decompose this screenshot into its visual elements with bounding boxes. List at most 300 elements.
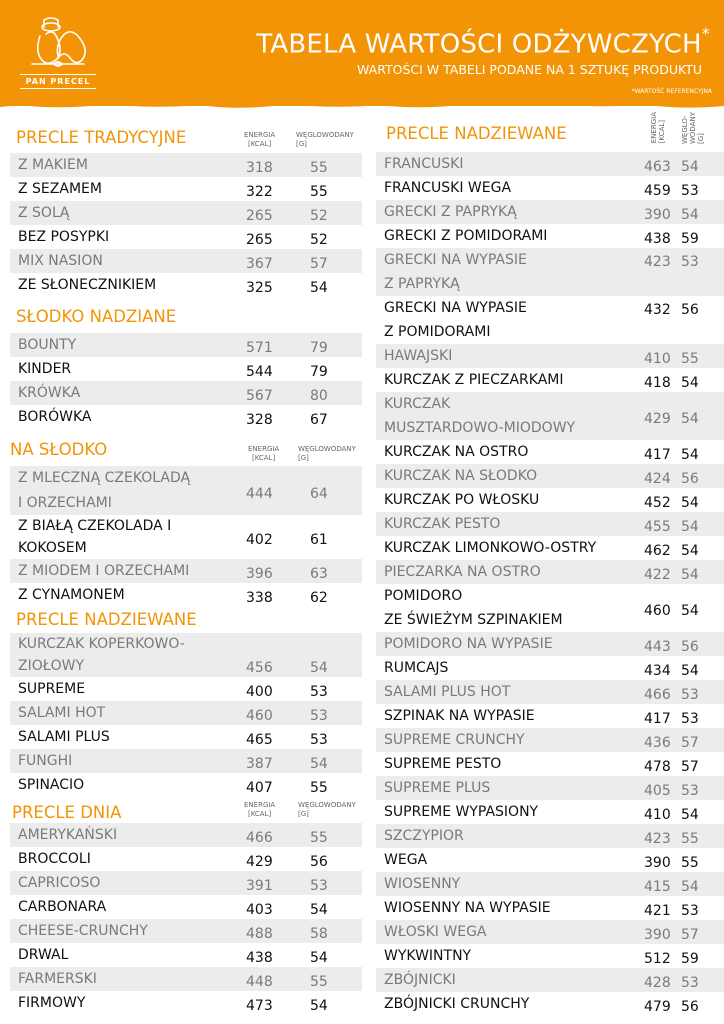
table-row bbox=[10, 405, 362, 429]
product-name-line1: Z BIAŁĄ CZEKOLADA I bbox=[18, 518, 172, 534]
energy-kcal: 443 bbox=[644, 639, 671, 655]
energy-kcal: 396 bbox=[246, 566, 273, 582]
product-name: CHEESE-CRUNCHY bbox=[18, 923, 148, 939]
energy-kcal: 407 bbox=[246, 780, 273, 796]
table-row bbox=[376, 632, 724, 656]
energy-kcal: 479 bbox=[644, 999, 671, 1015]
energy-kcal: 265 bbox=[246, 208, 273, 224]
carbs-g: 55 bbox=[681, 351, 699, 367]
product-name: SUPREME CRUNCHY bbox=[384, 732, 525, 748]
nutrition-table bbox=[10, 153, 362, 297]
carbs-g: 54 bbox=[310, 660, 328, 676]
carbs-g: 53 bbox=[681, 254, 699, 270]
energy-kcal: 328 bbox=[246, 412, 273, 428]
product-name: BORÓWKA bbox=[18, 409, 92, 425]
product-name: Z MAKIEM bbox=[18, 157, 88, 173]
energy-kcal: 444 bbox=[246, 485, 273, 502]
carbs-label: WĘGLOWODANY bbox=[298, 445, 356, 453]
product-name: KURCZAK LIMONKOWO-OSTRY bbox=[384, 540, 597, 556]
energy-kcal: 512 bbox=[644, 951, 671, 967]
table-row bbox=[376, 704, 724, 728]
carbs-g: 56 bbox=[310, 854, 328, 870]
energy-kcal: 338 bbox=[246, 590, 273, 606]
carbs-g: 57 bbox=[681, 759, 699, 775]
energy-kcal: 429 bbox=[644, 411, 671, 427]
energy-kcal: 402 bbox=[246, 532, 273, 548]
carbs-unit: [G] bbox=[298, 810, 309, 818]
table-row bbox=[376, 200, 724, 224]
table-row bbox=[10, 725, 362, 749]
carbs-g: 53 bbox=[681, 687, 699, 703]
energy-kcal: 455 bbox=[644, 519, 671, 535]
product-name: FUNGHI bbox=[18, 753, 73, 769]
product-name bbox=[384, 392, 575, 440]
energy-kcal: 390 bbox=[644, 927, 671, 943]
product-name: KURCZAK NA SŁODKO bbox=[384, 468, 538, 484]
brush-edge bbox=[0, 98, 724, 112]
carbs-g: 53 bbox=[310, 878, 328, 894]
product-name: Z SOLĄ bbox=[18, 205, 70, 221]
table-row bbox=[10, 249, 362, 273]
energy-kcal: 391 bbox=[246, 878, 273, 894]
product-name-line2: I ORZECHAMI bbox=[18, 494, 112, 511]
energy-kcal: 322 bbox=[246, 184, 273, 200]
col-head-carbs bbox=[298, 801, 356, 819]
energy-kcal: 424 bbox=[644, 471, 671, 487]
product-name-line1: KURCZAK KOPERKOWO- bbox=[18, 636, 185, 652]
energy-kcal: 473 bbox=[246, 998, 273, 1014]
reference-footnote: *WARTOŚĆ REFERENCYJNA bbox=[631, 88, 712, 95]
product-name: KURCZAK NA OSTRO bbox=[384, 444, 529, 460]
table-row bbox=[376, 344, 724, 368]
carbs-g: 54 bbox=[681, 519, 699, 535]
product-name: WIOSENNY NA WYPASIE bbox=[384, 900, 551, 916]
carbs-g: 53 bbox=[310, 732, 328, 748]
product-name: KURCZAK PESTO bbox=[384, 516, 501, 532]
table-row bbox=[10, 177, 362, 201]
carbs-g: 54 bbox=[681, 207, 699, 223]
section-title: PRECLE NADZIEWANE bbox=[386, 124, 567, 143]
carbs-label: WĘGLOWODANY bbox=[298, 801, 356, 809]
product-name: Z CYNAMONEM bbox=[18, 587, 125, 603]
table-row bbox=[376, 392, 724, 440]
carbs-g: 54 bbox=[681, 543, 699, 559]
energy-kcal: 423 bbox=[644, 831, 671, 847]
product-name: POMIDORO NA WYPASIE bbox=[384, 636, 553, 652]
section-title: PRECLE DNIA bbox=[12, 803, 122, 822]
col-head-carbs bbox=[296, 131, 354, 149]
carbs-g: 55 bbox=[310, 974, 328, 990]
product-name: SZCZYPIOR bbox=[384, 828, 464, 844]
product-name: SUPREME bbox=[18, 681, 86, 697]
carbs-g: 64 bbox=[310, 485, 328, 502]
table-row bbox=[376, 872, 724, 896]
carbs-g: 61 bbox=[310, 532, 328, 548]
carbs-g: 54 bbox=[310, 950, 328, 966]
product-name-line2: ZIOŁOWY bbox=[18, 658, 85, 674]
table-row bbox=[376, 152, 724, 176]
product-name: BEZ POSYPKI bbox=[18, 229, 110, 245]
energy-kcal: 567 bbox=[246, 388, 273, 404]
product-name: Z SEZAMEM bbox=[18, 181, 102, 197]
energy-kcal: 463 bbox=[644, 159, 671, 175]
energy-kcal: 460 bbox=[644, 603, 671, 619]
product-name: BROCCOLI bbox=[18, 851, 91, 867]
nutrition-table bbox=[10, 333, 362, 429]
carbs-g: 55 bbox=[310, 160, 328, 176]
col-head-energy bbox=[244, 801, 275, 819]
carbs-g: 54 bbox=[681, 807, 699, 823]
table-row bbox=[10, 466, 362, 515]
carbs-g: 79 bbox=[310, 364, 328, 380]
product-name: KRÓWKA bbox=[18, 385, 81, 401]
energy-kcal: 325 bbox=[246, 280, 273, 296]
carbs-g: 52 bbox=[310, 232, 328, 248]
product-name: KINDER bbox=[18, 361, 72, 377]
table-row bbox=[376, 464, 724, 488]
energy-unit: [KCAL] bbox=[251, 454, 276, 462]
section-title: PRECLE TRADYCYJNE bbox=[16, 128, 187, 147]
carbs-g: 52 bbox=[310, 208, 328, 224]
product-name: WYKWINTNY bbox=[384, 948, 472, 964]
table-row bbox=[376, 656, 724, 680]
product-name: CAPRICOSO bbox=[18, 875, 101, 891]
energy-kcal: 429 bbox=[246, 854, 273, 870]
product-name: FRANCUSKI WEGA bbox=[384, 180, 512, 196]
table-row bbox=[376, 368, 724, 392]
carbs-g: 53 bbox=[310, 708, 328, 724]
table-row bbox=[10, 633, 362, 677]
table-row bbox=[10, 871, 362, 895]
product-name: RUMCAJS bbox=[384, 660, 449, 676]
product-name bbox=[384, 296, 527, 344]
energy-kcal: 466 bbox=[644, 687, 671, 703]
table-row bbox=[10, 273, 362, 297]
product-name: SALAMI PLUS HOT bbox=[384, 684, 511, 700]
table-row bbox=[376, 992, 724, 1016]
product-name: FRANCUSKI bbox=[384, 156, 464, 172]
carbs-g: 54 bbox=[681, 411, 699, 427]
energy-kcal: 405 bbox=[644, 783, 671, 799]
carbs-g: 54 bbox=[681, 663, 699, 679]
carbs-label: WĘGLOWODANY bbox=[296, 131, 354, 139]
product-name: ZE SŁONECZNIKIEM bbox=[18, 277, 157, 293]
table-row bbox=[10, 991, 362, 1015]
table-row bbox=[10, 381, 362, 405]
carbs-g: 67 bbox=[310, 412, 328, 428]
carbs-g: 56 bbox=[681, 302, 699, 318]
product-name: GRECKI Z POMIDORAMI bbox=[384, 228, 548, 244]
table-row bbox=[376, 968, 724, 992]
table-row bbox=[10, 333, 362, 357]
product-name: ZBÓJNICKI CRUNCHY bbox=[384, 996, 530, 1012]
product-name: Z MIODEM I ORZECHAMI bbox=[18, 563, 190, 579]
nutrition-table bbox=[10, 823, 362, 1015]
page-subtitle: WARTOŚCI W TABELI PODANE NA 1 SZTUKĘ PRODUKTU bbox=[356, 62, 702, 77]
table-row bbox=[376, 896, 724, 920]
energy-kcal: 390 bbox=[644, 207, 671, 223]
carbs-g: 54 bbox=[681, 159, 699, 175]
product-name: SZPINAK NA WYPASIE bbox=[384, 708, 535, 724]
energy-kcal: 448 bbox=[246, 974, 273, 990]
table-row bbox=[10, 773, 362, 797]
brand-name: PAN PRECEL bbox=[20, 74, 96, 89]
carbs-unit: [G] bbox=[298, 454, 309, 462]
energy-kcal: 400 bbox=[246, 684, 273, 700]
carbs-g: 57 bbox=[310, 256, 328, 272]
table-row bbox=[10, 895, 362, 919]
carbs-label-2: WODANY bbox=[689, 112, 697, 144]
carbs-g: 55 bbox=[681, 855, 699, 871]
energy-kcal: 415 bbox=[644, 879, 671, 895]
product-name-line2: KOKOSEM bbox=[18, 540, 87, 556]
carbs-g: 54 bbox=[310, 998, 328, 1014]
carbs-g: 80 bbox=[310, 388, 328, 404]
energy-kcal: 423 bbox=[644, 254, 671, 270]
product-name: SPINACIO bbox=[18, 777, 85, 793]
section-title: NA SŁODKO bbox=[10, 440, 108, 459]
product-name-line1: GRECKI NA WYPASIE bbox=[384, 252, 527, 268]
carbs-g: 54 bbox=[681, 879, 699, 895]
carbs-g: 54 bbox=[310, 902, 328, 918]
energy-kcal: 459 bbox=[644, 183, 671, 199]
product-name: HAWAJSKI bbox=[384, 348, 453, 364]
table-row bbox=[376, 752, 724, 776]
section-title: PRECLE NADZIEWANE bbox=[16, 610, 197, 629]
table-row bbox=[376, 680, 724, 704]
carbs-g: 55 bbox=[310, 780, 328, 796]
table-row bbox=[376, 920, 724, 944]
product-name-line2: Z POMIDORAMI bbox=[384, 324, 491, 340]
table-row bbox=[10, 357, 362, 381]
table-row bbox=[10, 153, 362, 177]
carbs-g: 53 bbox=[681, 975, 699, 991]
carbs-g: 63 bbox=[310, 566, 328, 582]
energy-kcal: 432 bbox=[644, 302, 671, 318]
product-name-line1: GRECKI NA WYPASIE bbox=[384, 300, 527, 316]
energy-unit: [KCAL] bbox=[658, 119, 666, 144]
product-name bbox=[18, 633, 185, 677]
product-name-line1: KURCZAK bbox=[384, 396, 451, 412]
energy-unit: [KCAL] bbox=[247, 140, 272, 148]
carbs-g: 53 bbox=[681, 711, 699, 727]
table-row bbox=[10, 967, 362, 991]
energy-kcal: 544 bbox=[246, 364, 273, 380]
carbs-g: 53 bbox=[681, 903, 699, 919]
col-head-energy bbox=[248, 445, 279, 463]
table-row bbox=[10, 225, 362, 249]
table-row bbox=[376, 776, 724, 800]
energy-label: ENERGIA bbox=[650, 112, 658, 144]
energy-kcal: 462 bbox=[644, 543, 671, 559]
product-name-line1: Z MLECZNĄ CZEKOLADĄ bbox=[18, 470, 191, 486]
carbs-g: 54 bbox=[681, 375, 699, 391]
table-row bbox=[376, 296, 724, 344]
carbs-g: 54 bbox=[681, 495, 699, 511]
energy-kcal: 367 bbox=[246, 256, 273, 272]
energy-kcal: 456 bbox=[246, 660, 273, 676]
carbs-g: 54 bbox=[310, 756, 328, 772]
energy-kcal: 410 bbox=[644, 807, 671, 823]
energy-kcal: 390 bbox=[644, 855, 671, 871]
carbs-g: 79 bbox=[310, 340, 328, 356]
table-row bbox=[376, 248, 724, 296]
energy-kcal: 488 bbox=[246, 926, 273, 942]
table-row bbox=[376, 176, 724, 200]
nutrition-table bbox=[10, 633, 362, 797]
carbs-g: 56 bbox=[681, 471, 699, 487]
table-row bbox=[376, 848, 724, 872]
product-name: SUPREME PLUS bbox=[384, 780, 491, 796]
carbs-g: 59 bbox=[681, 951, 699, 967]
table-row bbox=[376, 536, 724, 560]
energy-label: ENERGIA bbox=[244, 131, 276, 139]
product-name: SUPREME PESTO bbox=[384, 756, 502, 772]
product-name: BOUNTY bbox=[18, 337, 77, 353]
carbs-g: 54 bbox=[681, 603, 699, 619]
energy-kcal: 438 bbox=[644, 231, 671, 247]
table-row bbox=[10, 515, 362, 559]
header-banner bbox=[0, 0, 724, 106]
product-name: GRECKI Z PAPRYKĄ bbox=[384, 204, 517, 220]
carbs-unit: [G] bbox=[697, 133, 705, 144]
table-row bbox=[10, 559, 362, 583]
product-name: WŁOSKI WEGA bbox=[384, 924, 487, 940]
energy-kcal: 460 bbox=[246, 708, 273, 724]
energy-kcal: 478 bbox=[644, 759, 671, 775]
energy-kcal: 318 bbox=[246, 160, 273, 176]
carbs-g: 54 bbox=[681, 567, 699, 583]
energy-unit: [KCAL] bbox=[247, 810, 272, 818]
table-row bbox=[10, 919, 362, 943]
product-name: FIRMOWY bbox=[18, 995, 86, 1011]
carbs-g: 57 bbox=[681, 735, 699, 751]
energy-kcal: 422 bbox=[644, 567, 671, 583]
product-name: KURCZAK Z PIECZARKAMI bbox=[384, 372, 564, 388]
energy-kcal: 466 bbox=[246, 830, 273, 846]
carbs-unit: [G] bbox=[296, 140, 307, 148]
carbs-g: 59 bbox=[681, 231, 699, 247]
col-head-carbs bbox=[298, 445, 356, 463]
nutrition-table bbox=[10, 466, 362, 607]
product-name bbox=[18, 515, 171, 559]
product-name: WIOSENNY bbox=[384, 876, 461, 892]
product-name-line2: ZE ŚWIEŻYM SZPINAKIEM bbox=[384, 612, 563, 628]
table-row bbox=[10, 749, 362, 773]
product-name: AMERYKAŃSKI bbox=[18, 827, 118, 843]
table-row bbox=[376, 440, 724, 464]
product-name-line1: POMIDORO bbox=[384, 588, 463, 604]
energy-kcal: 434 bbox=[644, 663, 671, 679]
product-name: MIX NASION bbox=[18, 253, 103, 269]
product-name bbox=[384, 584, 563, 632]
product-name: PIECZARKA NA OSTRO bbox=[384, 564, 541, 580]
col-head-carbs bbox=[681, 112, 705, 144]
carbs-g: 54 bbox=[681, 447, 699, 463]
table-row bbox=[10, 583, 362, 607]
energy-kcal: 265 bbox=[246, 232, 273, 248]
energy-kcal: 421 bbox=[644, 903, 671, 919]
nutrition-table bbox=[376, 152, 724, 1016]
reference-mark: * bbox=[701, 24, 710, 43]
product-name: SUPREME WYPASIONY bbox=[384, 804, 539, 820]
col-head-energy bbox=[244, 131, 275, 149]
energy-kcal: 387 bbox=[246, 756, 273, 772]
page-title bbox=[256, 24, 710, 60]
carbs-g: 54 bbox=[310, 280, 328, 296]
carbs-g: 55 bbox=[310, 184, 328, 200]
brand-logo bbox=[20, 14, 96, 90]
pretzel-hat-icon bbox=[20, 14, 96, 72]
table-row bbox=[376, 728, 724, 752]
energy-kcal: 418 bbox=[644, 375, 671, 391]
carbs-g: 55 bbox=[310, 830, 328, 846]
product-name: FARMERSKI bbox=[18, 971, 97, 987]
table-row bbox=[376, 584, 724, 632]
energy-kcal: 436 bbox=[644, 735, 671, 751]
energy-kcal: 403 bbox=[246, 902, 273, 918]
carbs-g: 57 bbox=[681, 927, 699, 943]
carbs-g: 53 bbox=[681, 183, 699, 199]
table-row bbox=[10, 701, 362, 725]
table-row bbox=[376, 560, 724, 584]
page-title-text: TABELA WARTOŚCI ODŻYWCZYCH bbox=[256, 29, 702, 60]
col-head-energy bbox=[650, 112, 666, 143]
energy-label: ENERGIA bbox=[244, 801, 276, 809]
product-name: WEGA bbox=[384, 852, 428, 868]
table-row bbox=[10, 201, 362, 225]
carbs-g: 56 bbox=[681, 639, 699, 655]
energy-kcal: 428 bbox=[644, 975, 671, 991]
carbs-g: 62 bbox=[310, 590, 328, 606]
table-row bbox=[376, 488, 724, 512]
carbs-label-1: WĘGLO- bbox=[681, 115, 689, 144]
carbs-g: 53 bbox=[681, 783, 699, 799]
product-name: CARBONARA bbox=[18, 899, 107, 915]
table-row bbox=[376, 824, 724, 848]
carbs-g: 58 bbox=[310, 926, 328, 942]
product-name: SALAMI HOT bbox=[18, 705, 106, 721]
table-row bbox=[376, 512, 724, 536]
energy-kcal: 571 bbox=[246, 340, 273, 356]
product-name: SALAMI PLUS bbox=[18, 729, 110, 745]
product-name-line2: Z PAPRYKĄ bbox=[384, 276, 460, 292]
product-name: DRWAL bbox=[18, 947, 69, 963]
table-row bbox=[376, 224, 724, 248]
product-name bbox=[18, 466, 190, 515]
energy-kcal: 417 bbox=[644, 447, 671, 463]
section-title: SŁODKO NADZIANE bbox=[16, 307, 177, 326]
table-row bbox=[10, 823, 362, 847]
carbs-g: 55 bbox=[681, 831, 699, 847]
energy-kcal: 465 bbox=[246, 732, 273, 748]
table-row bbox=[10, 677, 362, 701]
product-name bbox=[384, 248, 527, 296]
energy-label: ENERGIA bbox=[248, 445, 280, 453]
table-row bbox=[376, 800, 724, 824]
energy-kcal: 452 bbox=[644, 495, 671, 511]
product-name: KURCZAK PO WŁOSKU bbox=[384, 492, 540, 508]
table-row bbox=[376, 944, 724, 968]
product-name: ZBÓJNICKI bbox=[384, 972, 456, 988]
energy-kcal: 417 bbox=[644, 711, 671, 727]
energy-kcal: 438 bbox=[246, 950, 273, 966]
product-name-line2: MUSZTARDOWO-MIODOWY bbox=[384, 420, 576, 436]
carbs-g: 53 bbox=[310, 684, 328, 700]
table-row bbox=[10, 847, 362, 871]
energy-kcal: 410 bbox=[644, 351, 671, 367]
carbs-g: 56 bbox=[681, 999, 699, 1015]
